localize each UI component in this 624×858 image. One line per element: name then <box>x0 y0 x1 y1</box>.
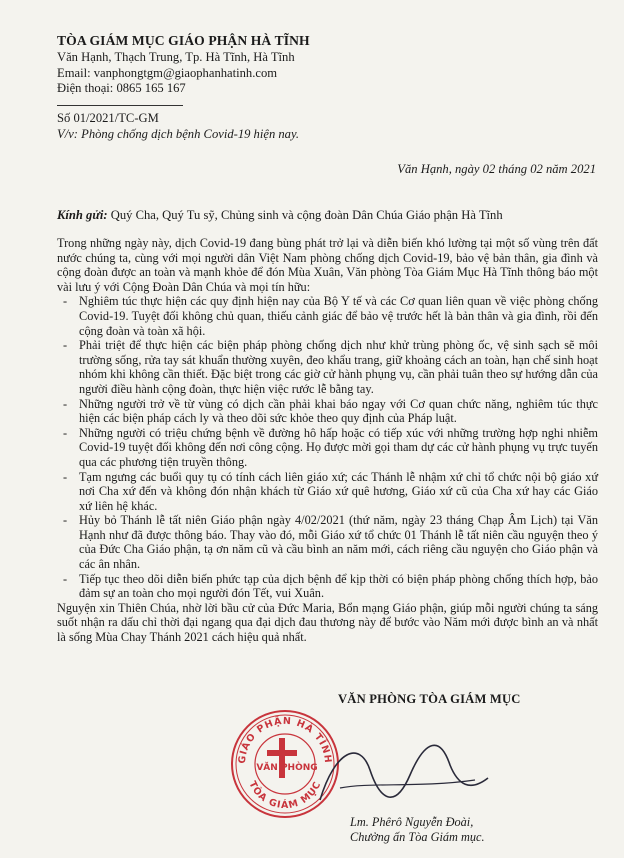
intro-paragraph: Trong những ngày này, dịch Covid-19 đang bùng phát trở lại và diễn biến khó lường tại một số vùng trên đất nước chúng ta, cùng với mọi người dân Việt Nam phòng chống dịch Covid-19, bảo vệ bản thân, gia đình và cộng đoàn được an toàn và mạnh khỏe để đón Mùa Xuân, Văn phòng Tòa Giám Mục Hà Tĩnh thông báo một vài lưu ý với Cộng Đoàn Dân Chúa và mọi tín hữu: <box>57 236 598 294</box>
letterhead <box>57 32 387 106</box>
email: Email: vanphongtgm@giaophanhatinh.com <box>57 65 278 80</box>
list-item: - Những người trở về từ vùng có dịch cần phải khai báo ngay với Cơ quan chức năng, nghiêm túc thực hiện các biện pháp cách ly và theo dõi sức khỏe theo quy định của Pháp luật. <box>57 397 598 426</box>
address: Văn Hạnh, Thạch Trung, Tp. Hà Tĩnh, Hà Tĩnh <box>57 50 295 64</box>
list-item: - Nghiêm túc thực hiện các quy định hiện nay của Bộ Y tế và các Cơ quan liên quan về việc phòng chống Covid-19. Tuyệt đối không chủ quan, thiếu cảnh giác để bảo vệ trước hết là bản thân và gia đình, rồi đến cộng đoàn và toàn xã hội. <box>57 294 598 338</box>
list-item: - Những người có triệu chứng bệnh về đường hô hấp hoặc có tiếp xúc với những trường hợp nghi nhiễm Covid-19 tuyệt đối không đến nơi công cộng. Họ được mời gọi tham dự các cử hành phụng vụ trực tuyến qua các phương tiện truyền thông. <box>57 426 598 470</box>
signatory <box>350 815 485 845</box>
letter-body <box>57 236 598 645</box>
document-number: Số 01/2021/TC-GM <box>57 111 159 125</box>
stamp-top-text: GIÁO PHẬN HÀ TĨNH <box>236 715 334 765</box>
recipient-label: Kính gửi: <box>57 208 108 222</box>
signatory-name: Lm. Phêrô Nguyễn Đoài, <box>350 815 474 829</box>
handwritten-signature-icon <box>300 730 500 825</box>
header-divider <box>57 105 183 106</box>
notice-list <box>57 294 598 600</box>
recipient-text: Quý Cha, Quý Tu sỹ, Chủng sinh và cộng đoàn Dân Chúa Giáo phận Hà Tĩnh <box>107 208 503 222</box>
stamp-center-text: VĂN PHÒNG <box>256 763 318 773</box>
list-item: - Hủy bỏ Thánh lễ tất niên Giáo phận ngày 4/02/2021 (thứ năm, ngày 23 tháng Chạp Âm Lịch) tại Văn Hạnh như đã được thông báo. Thay vào đó, mỗi Giáo xứ tổ chức 01 Thánh lễ tất niên cầu nguyện theo ý của Đức Cha Giáo phận, tạ ơn năm cũ và cầu bình an năm mới, cách riêng cầu nguyện cho Giáo phận và các ân nhân. <box>57 513 598 571</box>
recipient-line <box>57 207 597 223</box>
stamp-bottom-text: TÒA GIÁM MỤC <box>246 779 324 812</box>
organization-name: TÒA GIÁM MỤC GIÁO PHẬN HÀ TĨNH <box>57 33 310 48</box>
list-item: - Tạm ngưng các buổi quy tụ có tính cách liên giáo xứ; các Thánh lễ nhậm xứ chỉ tổ chức nội bộ giáo xứ nơi Cha xứ đến và không đón nhận khách từ Giáo xứ quê hương, Giáo xứ cũ của Cha xứ hay các Giáo xứ liên hệ khác. <box>57 470 598 514</box>
date-line: Văn Hạnh, ngày 02 tháng 02 năm 2021 <box>397 162 596 176</box>
signature-office: VĂN PHÒNG TÒA GIÁM MỤC <box>338 692 521 706</box>
list-item: - Tiếp tục theo dõi diễn biến phức tạp của dịch bệnh để kịp thời có biện pháp phòng chống thích hợp, bảo đảm sự an toàn cho mọi người đón Tết, vui Xuân. <box>57 572 598 601</box>
closing-paragraph: Nguyện xin Thiên Chúa, nhờ lời bầu cử của Đức Maria, Bổn mạng Giáo phận, giúp mỗi người chúng ta sáng suốt nhận ra dấu chỉ thời đại ngang qua đại dịch đau thương này để bước vào Năm mới được bình an và nhất là sống Mùa Chay Thánh 2021 cách hiệu quả nhất. <box>57 600 598 645</box>
list-item: - Phải triệt để thực hiện các biện pháp phòng chống dịch như khử trùng phòng ốc, vệ sinh sạch sẽ môi trường sống, rửa tay sát khuẩn thường xuyên, đeo khẩu trang, giữ khoảng cách an toàn, hạn chế sinh hoạt nhóm khi không cần thiết. Đặc biệt trong các giờ cử hành phụng vụ, cần phải tuân theo sự hướng dẫn của người điều hành cộng đoàn, thực hiện việc rước lễ bằng tay. <box>57 338 598 396</box>
signatory-title: Chưởng ấn Tòa Giám mục. <box>350 830 485 844</box>
phone: Điện thoại: 0865 165 167 <box>57 81 186 96</box>
document-subject: V/v: Phòng chống dịch bệnh Covid-19 hiện nay. <box>57 127 300 141</box>
